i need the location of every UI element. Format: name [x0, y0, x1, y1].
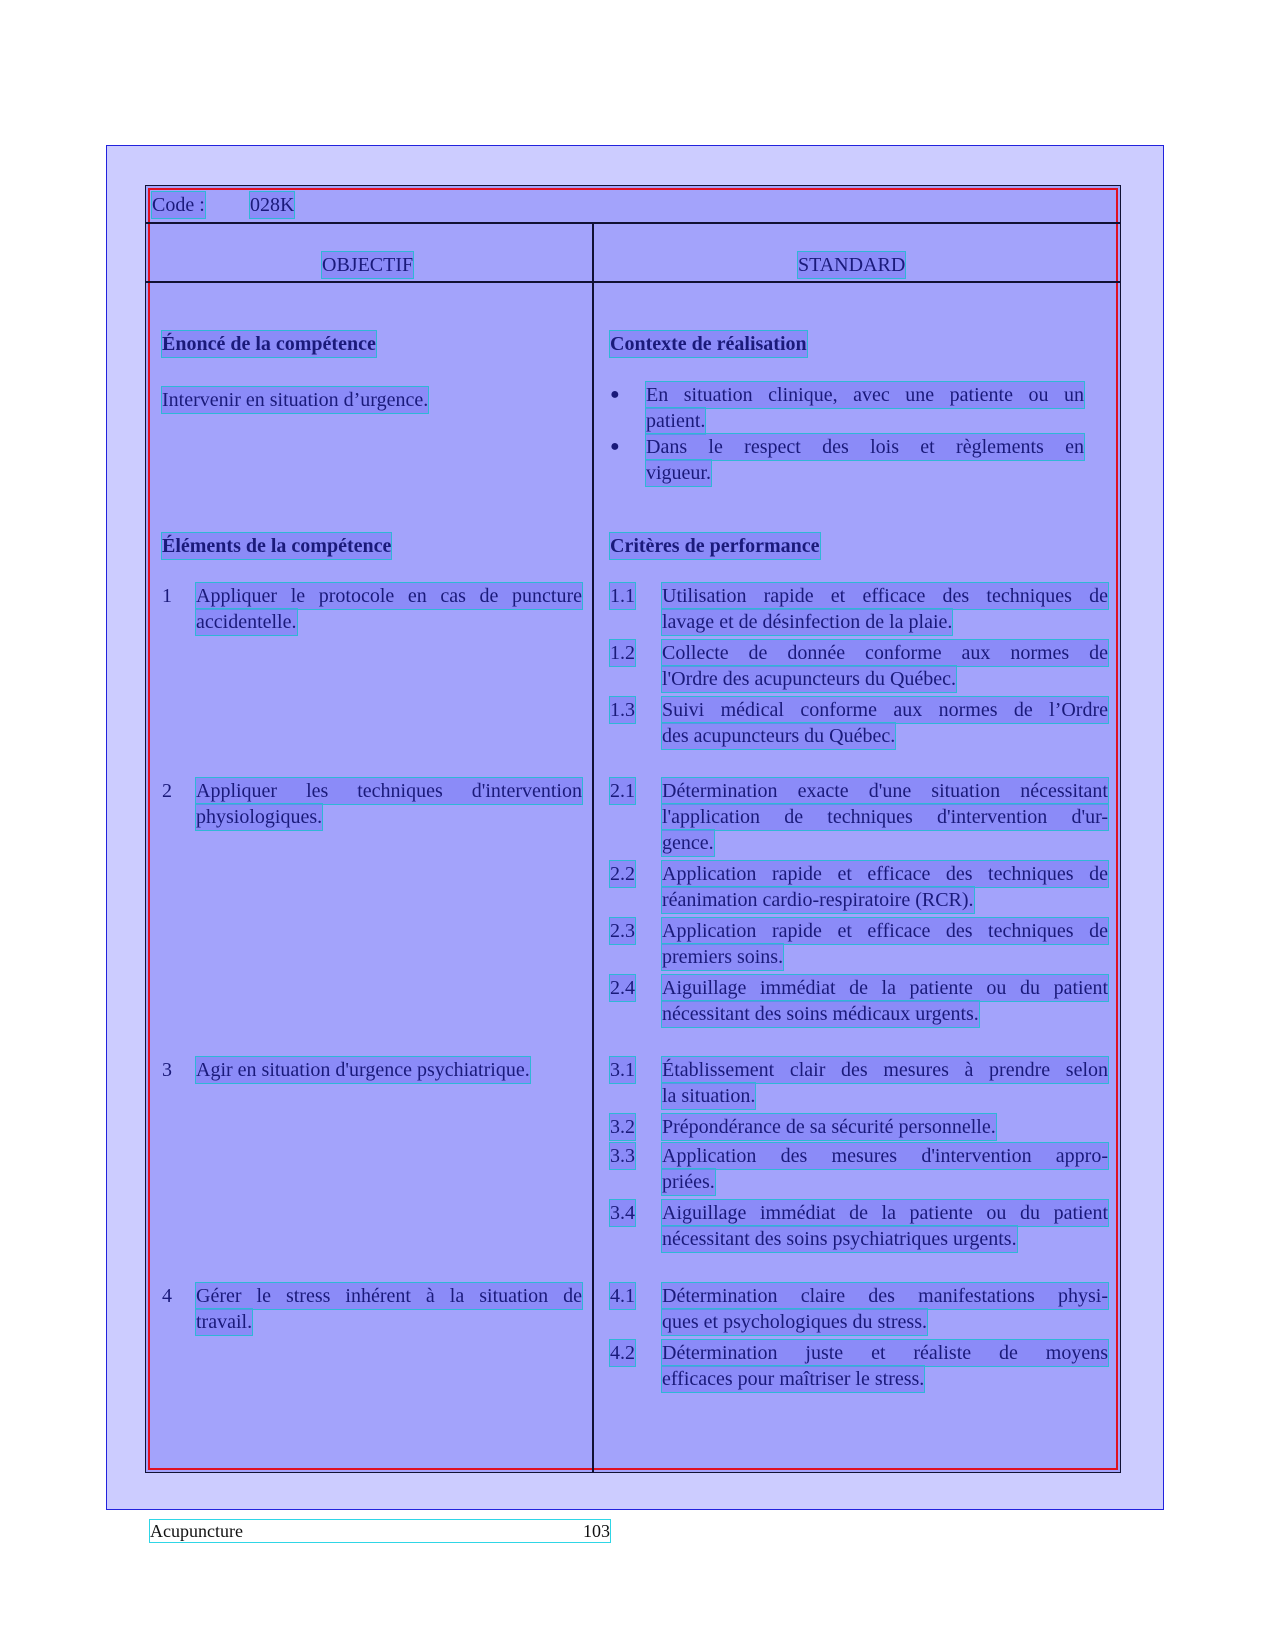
critere-line: nécessitant des soins psychiatriques urgents. — [662, 1228, 1017, 1250]
critere-line: Aiguillage immédiat de la patiente ou du patient — [662, 1202, 1108, 1224]
element-line: Gérer le stress inhérent à la situation de — [196, 1285, 582, 1307]
critere-number: 2.1 — [610, 780, 635, 802]
standard-column-title: STANDARD — [798, 254, 906, 276]
critere-number: 3.2 — [610, 1116, 635, 1138]
critere-number: 4.2 — [610, 1342, 635, 1364]
code-label: Code : — [152, 194, 205, 216]
critere-line: Prépondérance de sa sécurité personnelle. — [662, 1116, 996, 1138]
critere-line: Détermination exacte d'une situation nécessitant — [662, 780, 1108, 802]
element-line: Agir en situation d'urgence psychiatrique. — [196, 1059, 530, 1081]
critere-number: 3.3 — [610, 1145, 635, 1167]
column-divider — [592, 222, 594, 1473]
critere-number: 4.1 — [610, 1285, 635, 1307]
page-number: 103 — [583, 1521, 610, 1541]
critere-line: l'application de techniques d'intervention d'ur- — [662, 806, 1108, 828]
enonce-heading: Énoncé de la compétence — [162, 333, 376, 355]
objective-column-title: OBJECTIF — [322, 254, 414, 276]
critere-number: 2.2 — [610, 863, 635, 885]
code-value: 028K — [250, 194, 295, 216]
column-header-divider — [145, 281, 1121, 283]
critere-number: 2.3 — [610, 920, 635, 942]
element-line: Appliquer le protocole en cas de puncture — [196, 585, 582, 607]
contexte-line: Dans le respect des lois et règlements en — [646, 436, 1084, 458]
contexte-heading: Contexte de réalisation — [610, 333, 807, 355]
element-number: 4 — [162, 1285, 172, 1307]
element-line: Appliquer les techniques d'intervention — [196, 780, 582, 802]
critere-line: Application des mesures d'intervention appro- — [662, 1145, 1108, 1167]
critere-line: ques et psychologiques du stress. — [662, 1311, 927, 1333]
critere-number: 1.2 — [610, 642, 635, 664]
critere-line: nécessitant des soins médicaux urgents. — [662, 1003, 979, 1025]
critere-line: efficaces pour maîtriser le stress. — [662, 1368, 925, 1390]
header-row-divider — [145, 222, 1121, 224]
footer-title: Acupuncture — [150, 1521, 243, 1541]
enonce-text: Intervenir en situation d’urgence. — [162, 389, 429, 411]
critere-line: Utilisation rapide et efficace des techniques de — [662, 585, 1108, 607]
critere-line: priées. — [662, 1171, 715, 1193]
critere-number: 1.3 — [610, 699, 635, 721]
critere-line: Application rapide et efficace des techniques de — [662, 863, 1108, 885]
critere-line: la situation. — [662, 1085, 756, 1107]
critere-line: lavage et de désinfection de la plaie. — [662, 611, 953, 633]
contexte-line: vigueur. — [646, 462, 711, 484]
bullet-icon: ● — [610, 438, 620, 455]
element-line: accidentelle. — [196, 611, 297, 633]
critere-line: des acupuncteurs du Québec. — [662, 725, 896, 747]
element-number: 3 — [162, 1059, 172, 1081]
page-footer — [150, 1520, 610, 1542]
element-line: travail. — [196, 1311, 253, 1333]
elements-heading: Éléments de la compétence — [162, 535, 392, 557]
critere-line: l'Ordre des acupuncteurs du Québec. — [662, 668, 957, 690]
critere-line: premiers soins. — [662, 946, 784, 968]
critere-line: Application rapide et efficace des techniques de — [662, 920, 1108, 942]
critere-number: 3.1 — [610, 1059, 635, 1081]
criteres-heading: Critères de performance — [610, 535, 820, 557]
contexte-line: patient. — [646, 410, 706, 432]
critere-line: Suivi médical conforme aux normes de l’Ordre — [662, 699, 1108, 721]
critere-line: Aiguillage immédiat de la patiente ou du patient — [662, 977, 1108, 999]
critere-line: Établissement clair des mesures à prendre selon — [662, 1059, 1108, 1081]
element-number: 2 — [162, 780, 172, 802]
critere-line: Détermination juste et réaliste de moyens — [662, 1342, 1108, 1364]
contexte-line: En situation clinique, avec une patiente ou un — [646, 384, 1084, 406]
critere-line: gence. — [662, 832, 714, 854]
critere-number: 3.4 — [610, 1202, 635, 1224]
element-number: 1 — [162, 585, 172, 607]
element-line: physiologiques. — [196, 806, 323, 828]
critere-line: réanimation cardio-respiratoire (RCR). — [662, 889, 974, 911]
critere-line: Détermination claire des manifestations physi- — [662, 1285, 1108, 1307]
critere-number: 1.1 — [610, 585, 635, 607]
bullet-icon: ● — [610, 386, 620, 403]
critere-line: Collecte de donnée conforme aux normes de — [662, 642, 1108, 664]
critere-number: 2.4 — [610, 977, 635, 999]
